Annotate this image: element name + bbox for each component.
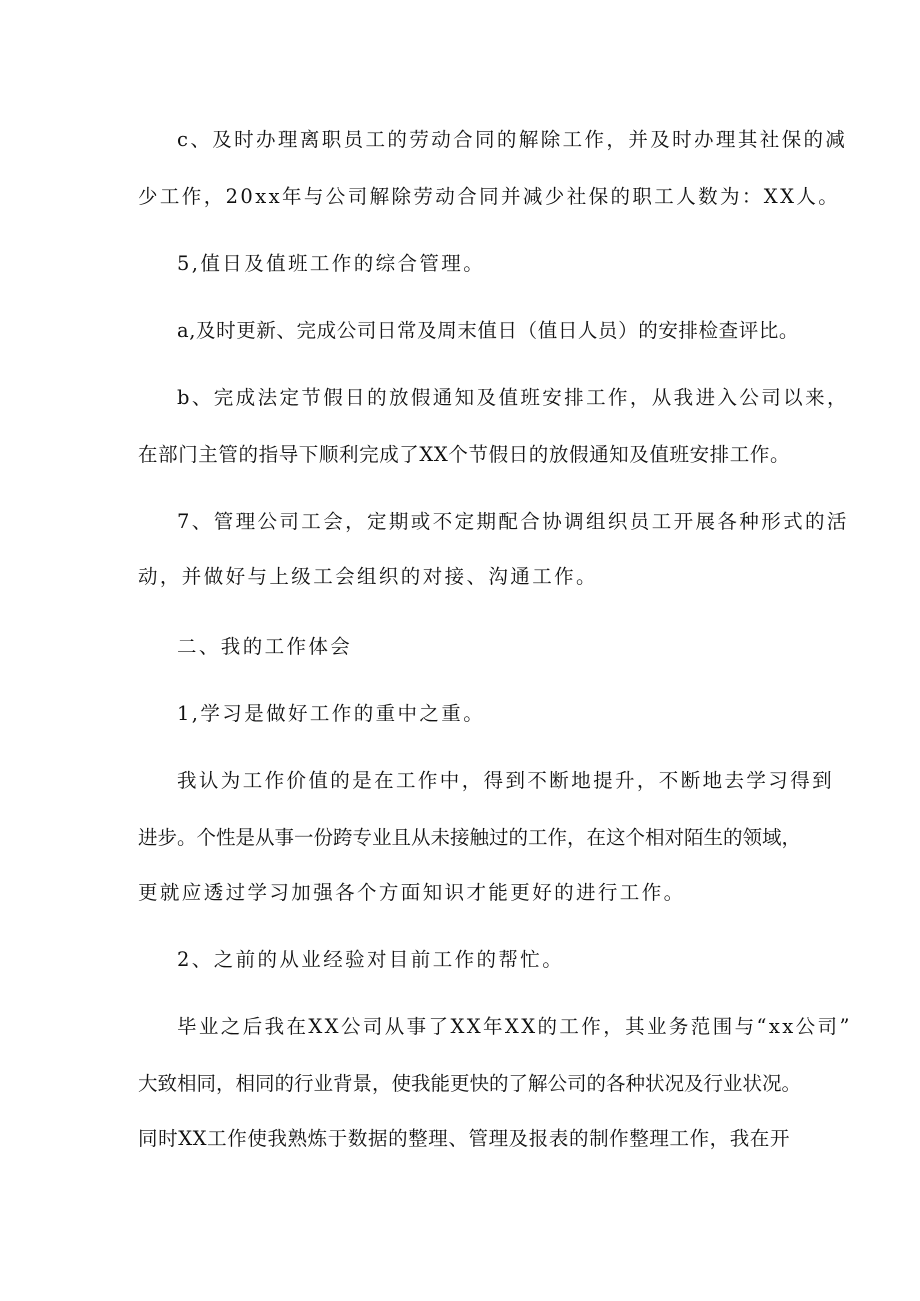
paragraph-line: 在部门主管的指导下顺利完成了XX个节假日的放假通知及值班安排工作。 (138, 443, 791, 466)
paragraph-line: 同时XX工作使我熟炼于数据的整理、管理及报表的制作整理工作，我在开 (138, 1127, 791, 1150)
paragraph-line: 毕业之后我在XX公司从事了XX年XX的工作，其业务范围与“xx公司” (177, 1015, 852, 1038)
paragraph-line: 大致相同，相同的行业背景，使我能更快的了解公司的各种状况及行业状况。 (138, 1072, 802, 1095)
paragraph-line: c、及时办理离职员工的劳动合同的解除工作，并及时办理其社保的减 (177, 128, 848, 151)
subsection-heading: 1,学习是做好工作的重中之重。 (177, 702, 486, 725)
paragraph-line: a,及时更新、完成公司日常及周末值日（值日人员）的安排检查评比。 (177, 319, 800, 342)
section-heading: 5,值日及值班工作的综合管理。 (177, 252, 486, 275)
paragraph-line: 少工作，20xx年与公司解除劳动合同并减少社保的职工人数为：XX人。 (138, 185, 841, 208)
subsection-heading: 2、之前的从业经验对目前工作的帮忙。 (177, 948, 565, 971)
paragraph-line: 7、管理公司工会，定期或不定期配合协调组织员工开展各种形式的活 (177, 510, 849, 533)
paragraph-line: 我认为工作价值的是在工作中，得到不断地提升，不断地去学习得到 (177, 769, 835, 792)
paragraph-line: b、完成法定节假日的放假通知及值班安排工作，从我进入公司以来， (177, 386, 849, 409)
paragraph-line: 进步。个性是从事一份跨专业且从未接触过的工作，在这个相对陌生的领域， (138, 826, 802, 849)
section-heading: 二、我的工作体会 (177, 635, 353, 658)
paragraph-line: 更就应透过学习加强各个方面知识才能更好的进行工作。 (138, 881, 686, 904)
paragraph-line: 动，并做好与上级工会组织的对接、沟通工作。 (138, 565, 598, 588)
